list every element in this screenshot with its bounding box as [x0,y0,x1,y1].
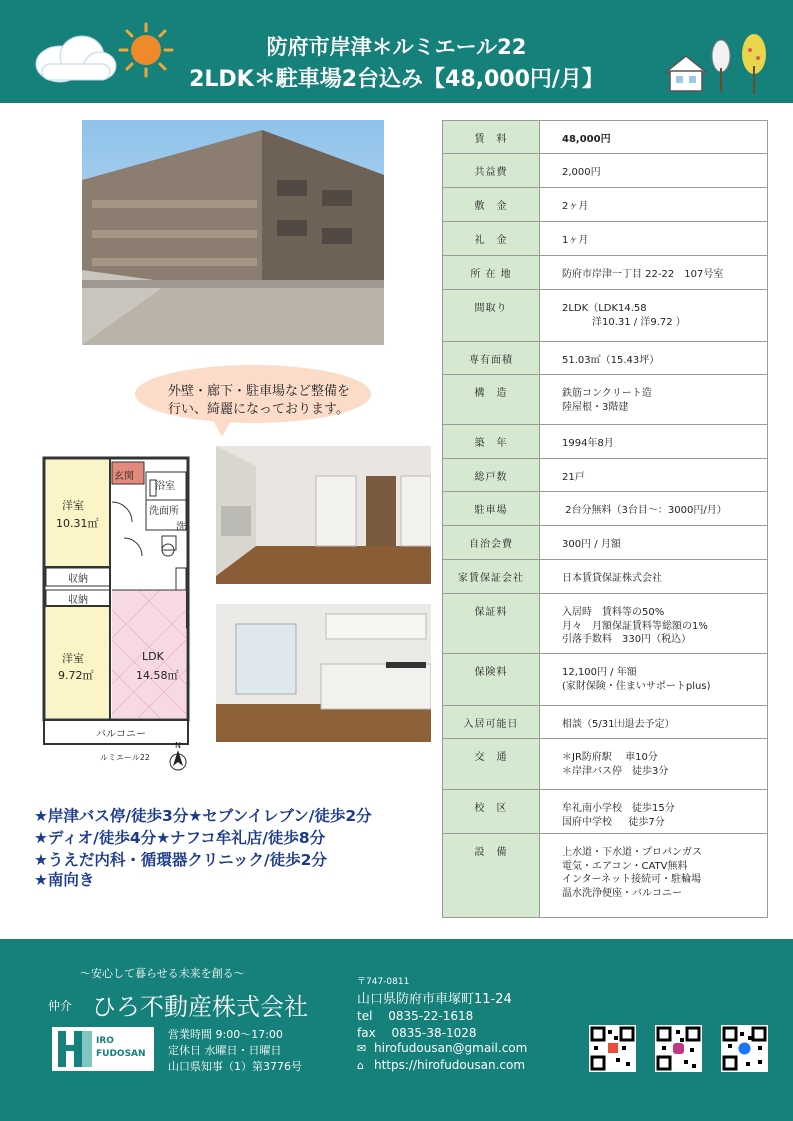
exterior-photo [82,120,384,345]
website[interactable]: https://hirofudousan.com [374,1058,526,1072]
spec-label: 交 通 [443,739,540,790]
table-row [443,526,768,560]
qr-code-icon [721,1025,768,1072]
table-row [443,654,768,706]
table-row [443,121,768,154]
callout-tail [210,415,234,437]
spec-value: 2LDK（LDK14.58 洋10.31 / 洋9.72 ） [540,290,768,342]
spec-value: 51.03㎡（15.43坪） [540,342,768,375]
qr-code-home[interactable] [589,1025,636,1072]
spec-label: 専有面積 [443,342,540,375]
spec-value: 1ヶ月 [540,222,768,256]
storage-label-1: 収納 [68,574,88,585]
room1-size: 10.31㎡ [56,517,99,530]
logo-mark-icon [54,1027,94,1071]
spec-label: 構 造 [443,375,540,425]
ldk-size: 14.58㎡ [136,669,179,682]
spec-value: 鉄筋コンクリート造 陸屋根・3階建 [540,375,768,425]
floor-plan [38,440,208,780]
table-row [443,492,768,526]
table-row [443,594,768,654]
spec-value: 48,000円 [540,121,768,154]
table-row [443,222,768,256]
holiday: 定休日 水曜日・日曜日 [168,1044,282,1057]
feature-line-3: ★うえだ内科・循環器クリニック/徒歩2分 [34,851,327,869]
spec-label: 自治会費 [443,526,540,560]
room2-size: 9.72㎡ [58,669,94,682]
interior-photo-1 [216,446,431,584]
storage-label-2: 収納 [68,595,88,606]
table-row [443,256,768,290]
feature-line-4: ★南向き [34,871,95,889]
spec-label: 家賃保証会社 [443,560,540,594]
qr-code-instagram[interactable] [655,1025,702,1072]
business-hours: 営業時間 9:00～17:00 [168,1028,283,1041]
logo-text-1: IRO [96,1036,114,1046]
property-spec-table [442,120,768,918]
spec-value: 300円 / 月額 [540,526,768,560]
property-subtitle: 2LDK＊駐車場2台込み【48,000円/月】 [189,67,604,92]
feature-line-2: ★ディオ/徒歩4分★ナフコ牟礼店/徒歩8分 [34,829,326,847]
table-row [443,290,768,342]
qr-code-icon [589,1025,636,1072]
spec-label: 設 備 [443,834,540,918]
footer [0,939,793,1121]
spec-label: 総戸数 [443,459,540,492]
feature-line-1: ★岸津バス停/徒歩3分★セブンイレブン/徒歩2分 [34,807,372,825]
address: 山口県防府市車塚町11-24 [357,992,512,1007]
spec-value: 防府市岸津一丁目 22-22 107号室 [540,256,768,290]
room1-name: 洋室 [62,499,84,512]
qr-code-facebook[interactable] [721,1025,768,1072]
spec-value: 牟礼南小学校 徒歩15分 国府中学校 徒歩7分 [540,790,768,834]
spec-value: 2ヶ月 [540,188,768,222]
table-row [443,790,768,834]
interior-photo-2 [216,604,431,742]
table-row [443,375,768,425]
callout-line-1: 外壁・廊下・駐車場など整備を [168,384,351,399]
property-title: 防府市岸津＊ルミエール22 [266,35,527,59]
spec-label: 築 年 [443,425,540,459]
license: 山口県知事（1）第3776号 [168,1060,302,1073]
company-logo [52,1027,154,1071]
table-row [443,459,768,492]
spec-label: 保証料 [443,594,540,654]
spec-value: 2,000円 [540,154,768,188]
broker-label: 仲介 [48,999,73,1013]
spec-label: 保険料 [443,654,540,706]
spec-label: 賃 料 [443,121,540,154]
phone: tel 0835-22-1618 [357,1009,474,1023]
qr-code-icon [655,1025,702,1072]
building-label: ルミエール22 [100,753,151,762]
callout-line-2: 行い、綺麗になっております。 [168,402,349,417]
logo-text-2: FUDOSAN [96,1049,146,1059]
fax: fax 0835-38-1028 [357,1026,477,1040]
table-row [443,560,768,594]
spec-label: 駐車場 [443,492,540,526]
table-row [443,706,768,739]
room2-name: 洋室 [62,652,84,665]
spec-label: 間取り [443,290,540,342]
spec-label: 共益費 [443,154,540,188]
spec-value: 上水道・下水道・プロパンガス 電気・エアコン・CATV無料 インターネット接続可・駐輪場 温水洗浄便座・バルコニー [540,834,768,918]
email[interactable]: hirofudousan@gmail.com [374,1041,528,1055]
header-banner [0,0,793,103]
spec-value: 1994年8月 [540,425,768,459]
table-row [443,342,768,375]
mail-icon: ✉ [357,1042,367,1055]
spec-label: 礼 金 [443,222,540,256]
room-label-bath: 浴室 [155,481,175,492]
spec-label: 校 区 [443,790,540,834]
table-row [443,739,768,790]
table-row [443,834,768,918]
spec-value: 12,100円 / 年額 (家財保険・住まいサポートplus) [540,654,768,706]
home-icon: ⌂ [357,1059,364,1072]
spec-label: 所 在 地 [443,256,540,290]
room-label-washroom: 洗面所 [149,506,179,517]
spec-value: 日本賃貸保証株式会社 [540,560,768,594]
company-name: ひろ不動産株式会社 [92,993,308,1021]
table-row [443,154,768,188]
room-label-wash: 洗 [176,522,186,533]
table-row [443,188,768,222]
spec-value: 入居時 賃料等の50% 月々 月額保証賃料等総額の1% 引落手数料 330円（税込） [540,594,768,654]
north-label: N [175,741,181,750]
spec-value: 2台分無料（3台目～：3000円/月） [540,492,768,526]
balcony-label: バルコニー [96,729,146,740]
spec-value: ＊JR防府駅 車10分 ＊岸津バス停 徒歩3分 [540,739,768,790]
spec-label: 入居可能日 [443,706,540,739]
spec-value: 相談（5/31㈯退去予定） [540,706,768,739]
postal-code: 〒747-0811 [357,977,410,987]
table-row [443,425,768,459]
spec-value: 21戸 [540,459,768,492]
ldk-name: LDK [142,650,164,663]
room-label-genkan: 玄関 [114,471,134,482]
tagline: ～安心して暮らせる未来を創る～ [80,967,245,980]
spec-label: 敷 金 [443,188,540,222]
